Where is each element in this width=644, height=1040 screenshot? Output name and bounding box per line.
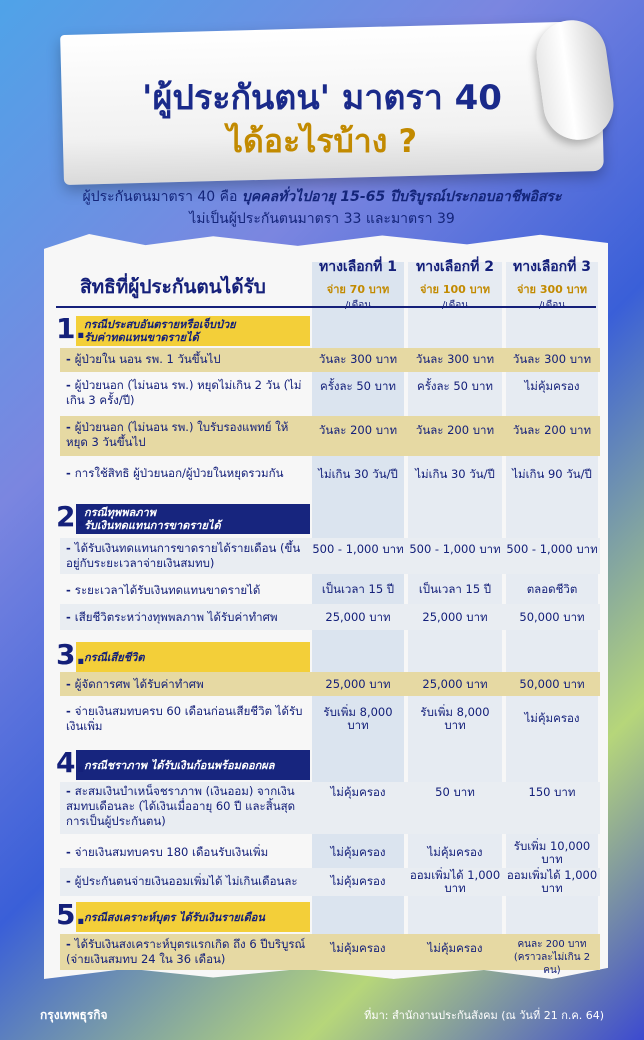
row-label: ผู้ประกันตนจ่ายเงินออมเพิ่มได้ ไม่เกินเดือนละ — [74, 874, 298, 888]
row-label: ผู้ป่วยนอก (ไม่นอน รพ.) ใบรับรองแพทย์ ให้หยุด 3 วันขึ้นไป — [66, 420, 289, 449]
option-name: ทางเลือกที่ 1 — [318, 259, 398, 275]
header-divider — [56, 306, 596, 308]
table-row: - จ่ายเงินสมทบครบ 180 เดือนรับเงินเพิ่ม ไม่คุ้มครอง ไม่คุ้มครอง รับเพิ่ม 10,000 บาท — [60, 838, 600, 866]
table-row: - เสียชีวิตระหว่างทุพพลภาพ ได้รับค่าทำศพ 25,000 บาท 25,000 บาท 50,000 บาท — [60, 604, 600, 630]
row-value-1: ไม่คุ้มครอง — [330, 874, 386, 888]
section-3-label: กรณีเสียชีวิต — [84, 651, 145, 664]
row-value-3: ตลอดชีวิต — [526, 582, 578, 596]
row-label: ได้รับเงินทดแทนการขาดรายได้รายเดือน (ขึ้นอยู่กับระยะเวลาจ่ายเงินสมทบ) — [66, 541, 301, 570]
row-value-2: 25,000 บาท — [422, 677, 488, 691]
row-value-2: วันละ 300 บาท — [415, 352, 495, 366]
row-value-2: 50 บาท — [435, 785, 475, 799]
row-label: เสียชีวิตระหว่างทุพพลภาพ ได้รับค่าทำศพ — [74, 610, 278, 624]
option-price: จ่าย 100 บาท — [419, 283, 491, 296]
title-line-2: ได้อะไรบ้าง ? — [226, 122, 418, 160]
table-row: - ผู้จัดการศพ ได้รับค่าทำศพ 25,000 บาท 25,000 บาท 50,000 บาท — [60, 672, 600, 696]
row-value-1: 25,000 บาท — [325, 677, 391, 691]
table-row: - ได้รับเงินสงเคราะห์บุตรแรกเกิด ถึง 6 ปีบริบูรณ์ (จ่ายเงินสมทบ 24 ใน 36 เดือน) ไม่คุ้มครอง ไม่คุ้มครอง คนละ 200 บาท (คราวละไม่เกิน 2 คน) — [60, 934, 600, 970]
table-row: - สะสมเงินบำเหน็จชราภาพ (เงินออม) จากเงินสมทบเดือนละ (ได้เงินเมื่ออายุ 60 ปี และสิ้นสุดการเป็นผู้ประกันตน) ไม่คุ้มครอง 50 บาท 150 บาท — [60, 782, 600, 834]
row-value-1: 500 - 1,000 บาท — [312, 542, 404, 556]
section-2-number: 2. — [56, 500, 87, 533]
option-name: ทางเลือกที่ 2 — [415, 259, 495, 275]
section-5-label: กรณีสงเคราะห์บุตร ได้รับเงินรายเดือน — [84, 911, 265, 924]
table-row: - จ่ายเงินสมทบครบ 60 เดือนก่อนเสียชีวิต ได้รับเงินเพิ่ม รับเพิ่ม 8,000 บาท รับเพิ่ม 8,000 บาท ไม่คุ้มครอง — [60, 700, 600, 740]
row-value-1: ไม่คุ้มครอง — [330, 941, 386, 955]
footer-source: ที่มา: สำนักงานประกันสังคม (ณ วันที่ 21 ก.ค. 64) — [364, 1009, 604, 1022]
section-4-number: 4. — [56, 746, 87, 779]
row-value-1: ไม่เกิน 30 วัน/ปี — [318, 467, 398, 481]
row-label: จ่ายเงินสมทบครบ 60 เดือนก่อนเสียชีวิต ได้รับเงินเพิ่ม — [66, 704, 303, 733]
section-2-label: กรณีทุพพลภาพ — [84, 506, 156, 519]
row-value-2: 500 - 1,000 บาท — [409, 542, 501, 556]
row-value-1: ครั้งละ 50 บาท — [320, 379, 396, 393]
row-value-3: วันละ 200 บาท — [512, 423, 592, 437]
option-name: ทางเลือกที่ 3 — [512, 259, 592, 275]
table-row: - ได้รับเงินทดแทนการขาดรายได้รายเดือน (ขึ้นอยู่กับระยะเวลาจ่ายเงินสมทบ) 500 - 1,000 บาท 500 - 1,000 บาท 500 - 1,000 บาท — [60, 538, 600, 574]
title-line-1: 'ผู้ประกันตน' มาตรา 40 — [142, 78, 502, 118]
row-value-3: ออมเพิ่มได้ 1,000 บาท — [506, 868, 598, 895]
table-row: - การใช้สิทธิ ผู้ป่วยนอก/ผู้ป่วยในหยุดรวมกัน ไม่เกิน 30 วัน/ปี ไม่เกิน 30 วัน/ปี ไม่เกิน 90 วัน/ปี — [60, 460, 600, 490]
row-label: ผู้ป่วยใน นอน รพ. 1 วันขึ้นไป — [74, 352, 221, 366]
row-value-1: วันละ 300 บาท — [318, 352, 398, 366]
subtitle — [20, 186, 624, 230]
table-row: - ผู้ป่วยนอก (ไม่นอน รพ.) หยุดไม่เกิน 2 วัน (ไม่เกิน 3 ครั้ง/ปี) ครั้งละ 50 บาท ครั้งละ 50 บาท ไม่คุ้มครอง — [60, 374, 600, 414]
row-value-3: 50,000 บาท — [519, 677, 585, 691]
row-value-3: ไม่เกิน 90 วัน/ปี — [512, 467, 592, 481]
section-1-label: กรณีประสบอันตรายหรือเจ็บป่วย — [84, 318, 236, 331]
row-label: ได้รับเงินสงเคราะห์บุตรแรกเกิด ถึง 6 ปีบริบูรณ์ (จ่ายเงินสมทบ 24 ใน 36 เดือน) — [66, 937, 306, 966]
row-value-1: วันละ 200 บาท — [318, 423, 398, 437]
row-label: ระยะเวลาได้รับเงินทดแทนขาดรายได้ — [74, 583, 261, 597]
option-price: จ่าย 300 บาท — [516, 283, 588, 296]
row-value-3: คนละ 200 บาท (คราวละไม่เกิน 2 คน) — [513, 939, 591, 976]
table-row: - ผู้ป่วยนอก (ไม่นอน รพ.) ใบรับรองแพทย์ ให้หยุด 3 วันขึ้นไป วันละ 200 บาท วันละ 200 บาท วันละ 200 บาท — [60, 416, 600, 456]
table-row: - ระยะเวลาได้รับเงินทดแทนขาดรายได้ เป็นเวลา 15 ปี เป็นเวลา 15 ปี ตลอดชีวิต — [60, 578, 600, 602]
section-2-sublabel: รับเงินทดแทนการขาดรายได้ — [84, 519, 221, 532]
section-1-number: 1. — [56, 312, 87, 345]
row-value-3: ไม่คุ้มครอง — [524, 379, 580, 393]
row-value-2: รับเพิ่ม 8,000 บาท — [420, 705, 490, 732]
row-label: สะสมเงินบำเหน็จชราภาพ (เงินออม) จากเงินสมทบเดือนละ (ได้เงินเมื่ออายุ 60 ปี และสิ้นสุดการเป็นผู้ประกันตน) — [66, 784, 296, 828]
row-value-1: 25,000 บาท — [325, 610, 391, 624]
subtitle-pre: ผู้ประกันตนมาตรา 40 คือ — [82, 189, 242, 205]
row-value-2: เป็นเวลา 15 ปี — [418, 582, 492, 596]
row-value-2: 25,000 บาท — [422, 610, 488, 624]
option-1-header — [312, 256, 404, 313]
row-value-3: รับเพิ่ม 10,000 บาท — [513, 839, 591, 866]
row-value-2: ไม่คุ้มครอง — [427, 845, 483, 859]
section-5-number: 5. — [56, 898, 87, 931]
table-header-title: สิทธิที่ผู้ประกันตนได้รับ — [80, 276, 266, 298]
row-value-3: 150 บาท — [528, 785, 576, 799]
footer-brand: กรุงเทพธุรกิจ — [40, 1008, 108, 1022]
row-value-2: วันละ 200 บาท — [415, 423, 495, 437]
table-row: - ผู้ประกันตนจ่ายเงินออมเพิ่มได้ ไม่เกินเดือนละ ไม่คุ้มครอง ออมเพิ่มได้ 1,000 บาท ออมเพิ่มได้ 1,000 บาท — [60, 868, 600, 896]
option-3-header — [506, 256, 598, 313]
row-value-2: ไม่เกิน 30 วัน/ปี — [415, 467, 495, 481]
row-value-2: ครั้งละ 50 บาท — [417, 379, 493, 393]
row-label: ผู้ป่วยนอก (ไม่นอน รพ.) หยุดไม่เกิน 2 วัน (ไม่เกิน 3 ครั้ง/ปี) — [66, 378, 302, 407]
row-value-2: ไม่คุ้มครอง — [427, 941, 483, 955]
subtitle-line-2: ไม่เป็นผู้ประกันตนมาตรา 33 และมาตรา 39 — [189, 211, 455, 227]
option-2-header — [409, 256, 501, 313]
row-label: การใช้สิทธิ ผู้ป่วยนอก/ผู้ป่วยในหยุดรวมกัน — [74, 466, 284, 480]
row-value-3: 500 - 1,000 บาท — [506, 542, 598, 556]
row-value-1: ไม่คุ้มครอง — [330, 785, 386, 799]
row-value-3: 50,000 บาท — [519, 610, 585, 624]
section-4-label: กรณีชราภาพ ได้รับเงินก้อนพร้อมดอกผล — [84, 759, 275, 772]
row-value-2: ออมเพิ่มได้ 1,000 บาท — [409, 868, 501, 895]
table-row: - ผู้ป่วยใน นอน รพ. 1 วันขึ้นไป วันละ 300 บาท วันละ 300 บาท วันละ 300 บาท — [60, 348, 600, 372]
section-3-number: 3. — [56, 638, 87, 671]
row-value-3: ไม่คุ้มครอง — [524, 711, 580, 725]
row-value-1: เป็นเวลา 15 ปี — [321, 582, 395, 596]
option-price: จ่าย 70 บาท — [326, 283, 390, 296]
row-label: จ่ายเงินสมทบครบ 180 เดือนรับเงินเพิ่ม — [74, 845, 269, 859]
row-value-3: วันละ 300 บาท — [512, 352, 592, 366]
row-value-1: ไม่คุ้มครอง — [330, 845, 386, 859]
subtitle-bold: บุคคลทั่วไปอายุ 15-65 ปีบริบูรณ์ประกอบอาชีพอิสระ — [241, 189, 562, 205]
row-label: ผู้จัดการศพ ได้รับค่าทำศพ — [74, 677, 204, 691]
section-1-sublabel: รับค่าทดแทนขาดรายได้ — [84, 331, 199, 344]
row-value-1: รับเพิ่ม 8,000 บาท — [323, 705, 393, 732]
